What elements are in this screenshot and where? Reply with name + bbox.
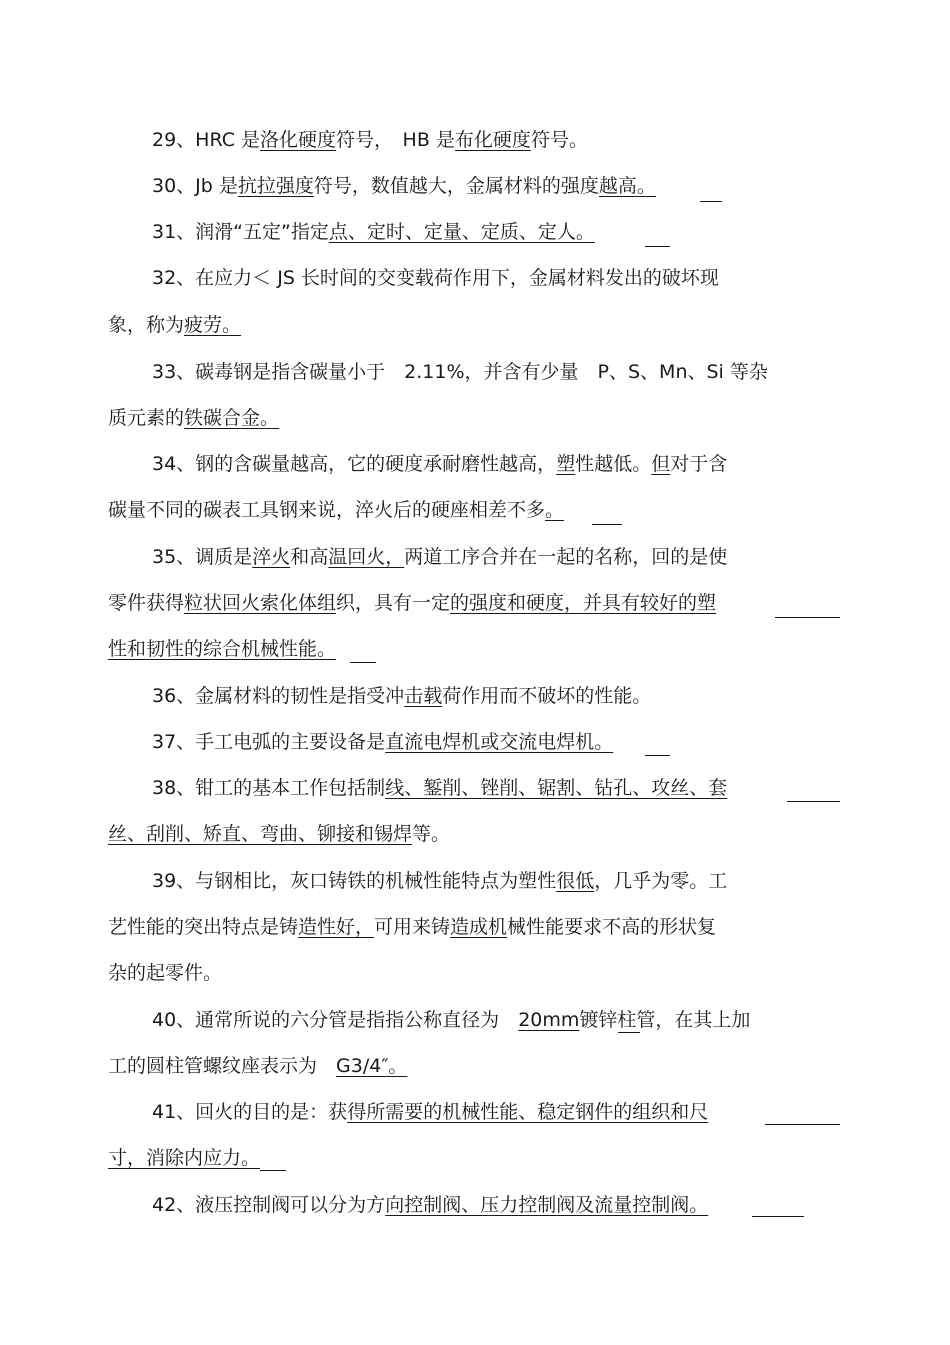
- question-text: 零件获得: [108, 592, 185, 614]
- question-40-continuation: [108, 1054, 407, 1078]
- answer-text: 点、定时、定量、定质、定人。: [328, 221, 595, 243]
- answer-text: 丝、刮削、矫直、弯曲、铆接和锡焊: [108, 823, 413, 845]
- answer-text: 铁碳合金。: [184, 407, 280, 429]
- question-text: 38、钳工的基本工作包括制: [152, 777, 386, 799]
- question-30-line: [152, 174, 656, 198]
- question-41-continuation: [108, 1146, 260, 1170]
- answer-blank-rule: [787, 801, 840, 802]
- question-text: ，几乎为零。工: [594, 870, 728, 892]
- answer-text: 粒状回火索化体组: [184, 592, 337, 614]
- answer-text: 。: [545, 499, 565, 521]
- answer-blank-rule: [775, 617, 840, 618]
- question-text: 和高: [290, 546, 329, 568]
- question-40-line: [152, 1008, 750, 1032]
- question-text: 32、在应力＜ JS 长时间的交变载荷作用下，金属材料发出的破坏现: [152, 267, 719, 289]
- question-29-line: [152, 128, 588, 152]
- question-33-continuation: [108, 406, 279, 430]
- question-39-continuation: [108, 961, 222, 985]
- question-text: 33、碳毒钢是指含碳量小于 2.11%，并含有少量 P、S、Mn、Si 等杂: [152, 361, 768, 383]
- question-32-line: [152, 266, 719, 290]
- answer-text: 击载: [404, 685, 443, 707]
- question-32-continuation: [108, 313, 241, 337]
- question-text: 符号，数值越大，金属材料的强度: [313, 175, 599, 197]
- question-text: 织，具有一定: [336, 592, 451, 614]
- answer-text: 的强度和硬度，并具有较好的塑: [450, 592, 717, 614]
- question-text: 械性能要求不高的形状复: [507, 916, 717, 938]
- answer-text: G3/4″。: [336, 1055, 408, 1077]
- answer-text: 洛化硬度: [260, 129, 337, 151]
- question-text: 符号， HB 是: [336, 129, 455, 151]
- answer-text: 抗拉强度: [237, 175, 314, 197]
- question-text: 性越低。: [575, 453, 652, 475]
- question-text: 等。: [412, 823, 451, 845]
- answer-text: 很低: [556, 870, 595, 892]
- question-35-line: [152, 545, 727, 569]
- question-33-line: [152, 360, 768, 384]
- answer-blank-rule: [260, 1170, 286, 1171]
- question-42-line: [152, 1193, 708, 1217]
- question-text: 碳量不同的碳表工具钢来说，淬火后的硬座相差不多: [108, 499, 546, 521]
- question-35-continuation: [108, 591, 716, 615]
- question-text: 40、通常所说的六分管是指指公称直径为: [152, 1009, 519, 1031]
- question-text: 杂的起零件。: [108, 962, 223, 984]
- question-text: 37、手工电弧的主要设备是: [152, 731, 386, 753]
- question-31-line: [152, 220, 595, 244]
- answer-text: 直流电焊机或交流电焊机。: [385, 731, 614, 753]
- question-text: 象，称为: [108, 314, 185, 336]
- answer-text: 得所需要的机械性能、稳定钢件的组织和尺: [347, 1101, 709, 1123]
- question-36-line: [152, 684, 651, 708]
- question-39-continuation: [108, 915, 716, 939]
- answer-blank-rule: [645, 246, 670, 247]
- question-text: 41、回火的目的是：获: [152, 1101, 348, 1123]
- answer-blank-rule: [618, 1032, 640, 1033]
- answer-text: 20mm: [518, 1009, 580, 1031]
- answer-text: 塑: [556, 453, 576, 475]
- question-text: 31、润滑“五定”指定: [152, 221, 329, 243]
- question-text: 35、调质是: [152, 546, 253, 568]
- question-text: 39、与钢相比，灰口铸铁的机械性能特点为塑性: [152, 870, 557, 892]
- answer-text: 造性好，: [298, 916, 375, 938]
- question-38-continuation: [108, 822, 450, 846]
- answer-text: 线、錾削、锉削、锯割、钻孔、攻丝、套: [385, 777, 728, 799]
- question-text: 对于含: [670, 453, 728, 475]
- answer-blank-rule: [765, 1124, 840, 1125]
- answer-blank-rule: [592, 524, 622, 525]
- answer-text: 布化硬度: [454, 129, 531, 151]
- question-38-line: [152, 776, 727, 800]
- answer-text: 温回火，: [328, 546, 405, 568]
- question-text: 34、钢的含碳量越高，它的硬度承耐磨性越高，: [152, 453, 557, 475]
- question-34-line: [152, 452, 727, 476]
- question-34-continuation: [108, 498, 564, 522]
- question-text: 42、液压控制阀可以分为方: [152, 1194, 386, 1216]
- question-text: 可用来铸: [374, 916, 451, 938]
- answer-text: 造成机: [450, 916, 508, 938]
- answer-text: 淬火: [252, 546, 291, 568]
- question-41-line: [152, 1100, 708, 1124]
- question-text: 荷作用而不破坏的性能。: [442, 685, 652, 707]
- question-37-line: [152, 730, 613, 754]
- question-text: 36、金属材料的韧性是指受冲: [152, 685, 405, 707]
- answer-blank-rule: [645, 755, 670, 756]
- answer-blank-rule: [350, 662, 376, 663]
- question-text: 镀锌柱管，在其上加: [579, 1009, 751, 1031]
- question-35-continuation: [108, 637, 336, 661]
- question-text: 两道工序合并在一起的名称，回的是使: [404, 546, 728, 568]
- question-text: 30、Jb 是: [152, 175, 238, 197]
- answer-text: 但: [651, 453, 671, 475]
- answer-text: 越高。: [598, 175, 656, 197]
- question-text: 质元素的: [108, 407, 185, 429]
- answer-text: 性和韧性的综合机械性能。: [108, 638, 337, 660]
- answer-text: 寸，消除内应力。: [108, 1147, 261, 1169]
- answer-text: 疲劳。: [184, 314, 242, 336]
- question-text: 符号。: [530, 129, 588, 151]
- question-text: 29、HRC 是: [152, 129, 261, 151]
- question-text: 艺性能的突出特点是铸: [108, 916, 299, 938]
- answer-blank-rule: [752, 1216, 804, 1217]
- question-39-line: [152, 869, 727, 893]
- answer-blank-rule: [700, 201, 722, 202]
- answer-text: 向控制阀、压力控制阀及流量控制阀。: [385, 1194, 709, 1216]
- question-text: 工的圆柱管螺纹座表示为: [108, 1055, 337, 1077]
